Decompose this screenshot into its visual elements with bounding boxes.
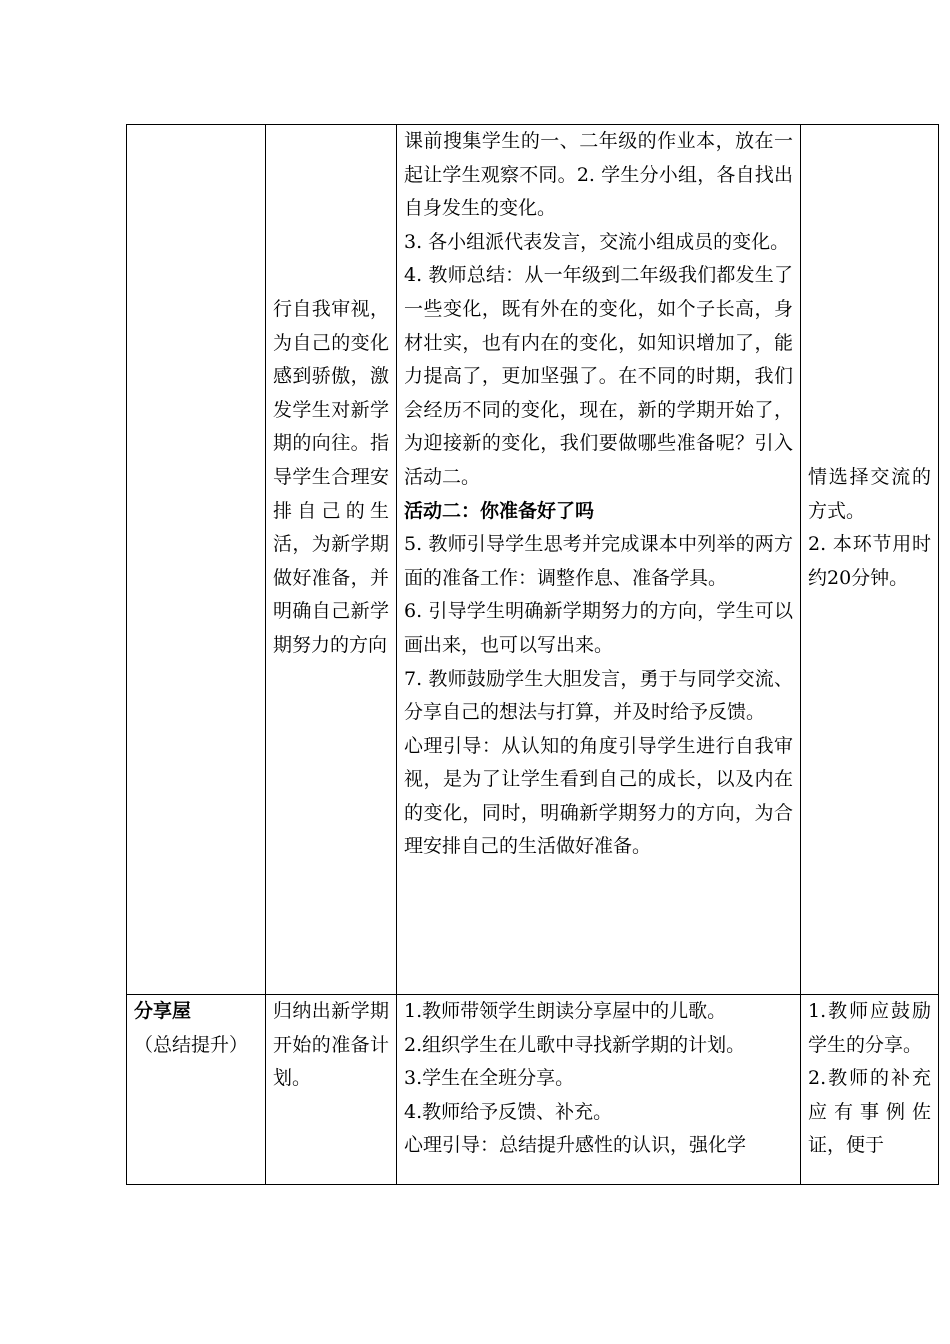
stage-cell (127, 995, 266, 1185)
stage-cell (127, 125, 266, 995)
objective-text: 行自我审视，为自己的变化感到骄傲，激发学生对新学期的向往。指导学生合理安排自己的生活，为新学期做好准备，并明确自己新学期努力的方向 (273, 298, 389, 656)
stage-subtitle: （总结提升） (134, 1033, 249, 1056)
process-paragraph: 7. 教师鼓励学生大胆发言，勇于与同学交流、分享自己的想法与打算，并及时给予反馈。 (404, 667, 793, 724)
objective-cell (266, 995, 397, 1185)
process-cell (397, 995, 801, 1185)
process-paragraph: 2.组织学生在儿歌中寻找新学期的计划。 (404, 1033, 746, 1056)
objective-text: 归纳出新学期开始的准备计划。 (273, 1000, 389, 1090)
process-paragraph: 6. 引导学生明确新学期努力的方向，学生可以画出来，也可以写出来。 (404, 600, 793, 656)
stage-title: 分享屋 (134, 1000, 192, 1022)
process-paragraph: 课前搜集学生的一、二年级的作业本，放在一起让学生观察不同。2. 学生分小组，各自找出自身发生的变化。 (404, 130, 793, 220)
notes-paragraph: 1.教师应鼓励学生的分享。 (808, 1000, 931, 1056)
notes-paragraph: 情选择交流的方式。 (808, 466, 931, 522)
guidance-paragraph: 心理引导：从认知的角度引导学生进行自我审视，是为了让学生看到自己的成长，以及内在的变化，同时，明确新学期努力的方向，为合理安排自己的生活做好准备。 (404, 734, 793, 858)
objective-cell (266, 125, 397, 995)
process-paragraph: 4. 教师总结：从一年级到二年级我们都发生了一些变化，既有外在的变化，如个子长高，身材壮实，也有内在的变化，如知识增加了，能力提高了，更加坚强了。在不同的时期，我们会经历不同的变化，现在，新的学期开始了，为迎接新的变化，我们要做哪些准备呢？引入活动二。 (404, 264, 793, 488)
table-row (127, 125, 939, 995)
process-cell (397, 125, 801, 995)
notes-cell (801, 125, 939, 995)
process-paragraph: 3.学生在全班分享。 (404, 1067, 575, 1090)
process-paragraph: 4.教师给予反馈、补充。 (404, 1100, 613, 1123)
lesson-plan-table (126, 124, 939, 1185)
process-paragraph: 1.教师带领学生朗读分享屋中的儿歌。 (404, 1000, 727, 1022)
guidance-paragraph: 心理引导：总结提升感性的认识，强化学 (404, 1134, 747, 1157)
notes-paragraph: 2. 本环节用时约20分钟。 (808, 533, 931, 589)
notes-paragraph: 2.教师的补充应有事例佐证，便于 (808, 1067, 931, 1157)
table-row (127, 995, 939, 1185)
process-paragraph: 5. 教师引导学生思考并完成课本中列举的两方面的准备工作：调整作息、准备学具。 (404, 533, 793, 589)
activity-heading: 活动二：你准备好了吗 (404, 499, 595, 522)
notes-cell (801, 995, 939, 1185)
process-paragraph: 3. 各小组派代表发言，交流小组成员的变化。 (404, 230, 790, 253)
